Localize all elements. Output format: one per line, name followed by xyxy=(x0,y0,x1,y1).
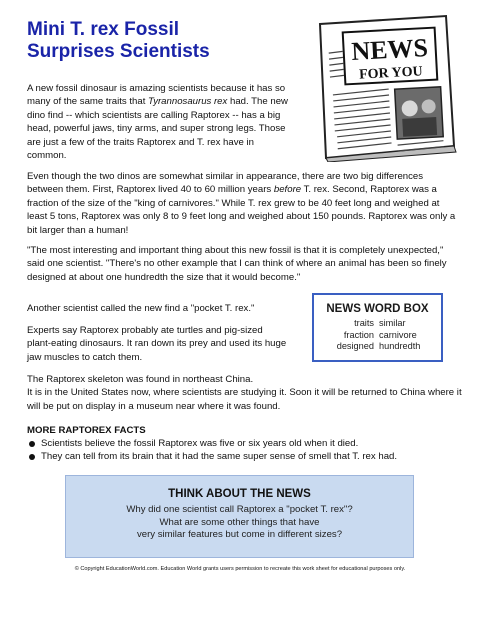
news-word-box xyxy=(312,293,443,362)
location-paragraph: The Raptorex skeleton was found in northeast China. It is in the United States now, where scientists are studying it. Soon it will be returned to China where it will be put on display in a museum near where it was found. xyxy=(27,374,462,412)
word-box-word: hundredth xyxy=(379,341,421,351)
bullet-icon xyxy=(29,454,35,460)
think-question-line: Why did one scientist call Raptorex a "pocket T. rex"? xyxy=(126,504,353,515)
word-box-word: fraction xyxy=(343,329,374,340)
word-box-word: designed xyxy=(336,341,374,351)
think-question-line: What are some other things that have xyxy=(159,516,320,528)
think-about-the-news-box xyxy=(65,475,414,558)
copyright-footer: © Copyright EducationWorld.com. Education World grants users permission to recreate this work sheet for educational purposes only. xyxy=(74,566,406,572)
differences-paragraph: Even though the two dinos are somewhat similar in appearance, there are two big differences between them. First, Raptorex lived 40 to 60 million years before T. rex. Second, Raptorex was a fraction of the size of the "king of carnivores." While T. rex grew to be 40 feet long and weighed at least 5 tons, Raptorex was only 8 to 9 feet long and weighed about 150 pounds. Raptorex was only a bit larger than a human! xyxy=(27,171,456,236)
think-question-line: very similar features but come in different sizes? xyxy=(136,529,343,540)
pocket-trex-paragraph: Another scientist called the new find a "pocket T. rex." xyxy=(27,303,255,314)
word-box-word: carnivore xyxy=(379,329,417,340)
diet-paragraph: Experts say Raptorex probably ate turtles and pig-sized plant-eating dinosaurs. It ran down its prey and used its huge jaw muscles to catch them. xyxy=(27,325,287,363)
intro-italic-name: Tyrannosaurus rex xyxy=(148,96,228,108)
news-logo-line-1: NEWS xyxy=(350,33,429,66)
think-box-title: THINK ABOUT THE NEWS xyxy=(168,488,311,500)
word-box-word: similar xyxy=(379,318,406,328)
headline xyxy=(27,19,210,63)
headline-line-2: Surprises Scientists xyxy=(27,41,210,62)
list-item: Scientists believe the fossil Raptorex was five or six years old when it died. xyxy=(27,437,467,450)
facts-heading: MORE RAPTOREX FACTS xyxy=(27,425,146,436)
headline-line-1: Mini T. rex Fossil xyxy=(27,19,180,40)
scientist-quote-paragraph: "The most interesting and important thing about this new fossil is that it is completely unexpected," said one scientist. "There's no other example that I can think of where an animal has been so finely designed at about one hundredth the size that it would become." xyxy=(27,245,447,283)
word-box-title: NEWS WORD BOX xyxy=(326,303,429,315)
differences-italic: before xyxy=(273,184,302,196)
list-item: They can tell from its brain that it had the same super sense of smell that T. rex had. xyxy=(27,450,467,463)
news-logo-line-2: FOR YOU xyxy=(358,64,424,83)
bullet-icon xyxy=(29,441,35,447)
intro-paragraph: A new fossil dinosaur is amazing scientists because it has so many of the same traits that Tyrannosaurus rex had. The new dino find -- which scientists are calling Raptorex -- has a big head, powerful jaws, tiny arms, and super strong legs. Those are just a few of the traits Raptorex and T. rex have in common. xyxy=(27,83,288,162)
word-box-word: traits xyxy=(354,318,374,328)
news-for-you-newspaper-icon xyxy=(306,14,458,162)
facts-list xyxy=(27,437,467,464)
